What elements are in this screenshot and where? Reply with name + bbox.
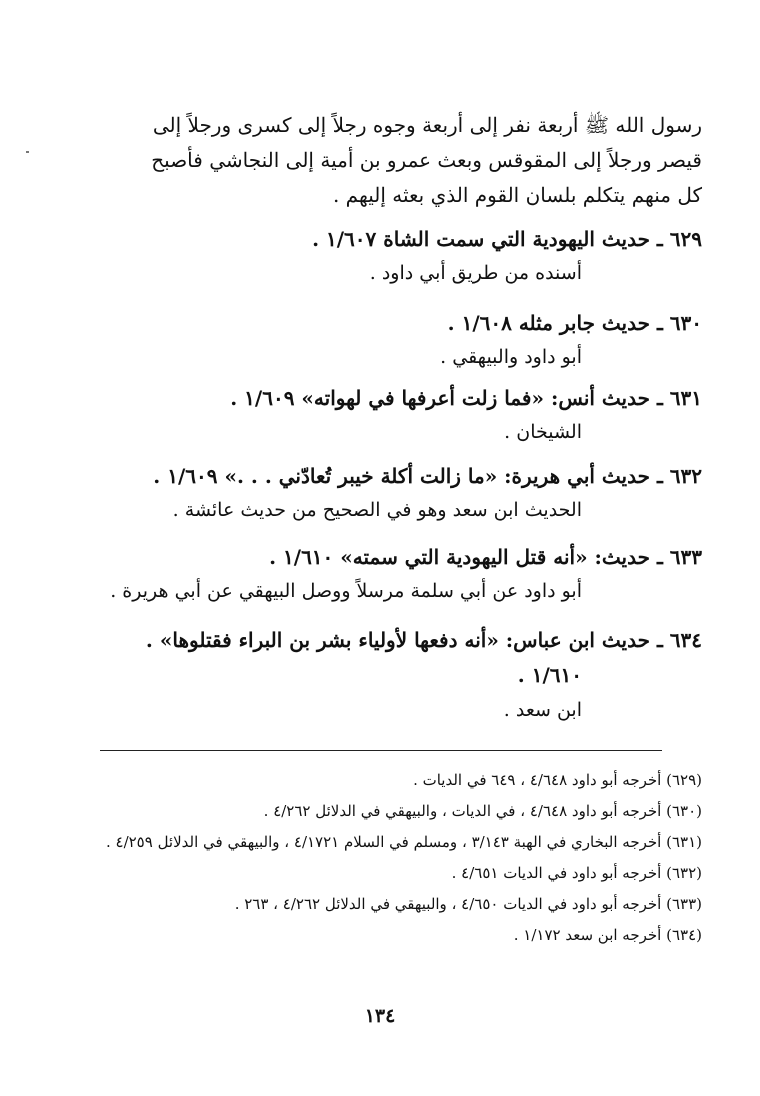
intro-paragraph [102, 108, 702, 213]
hadith-entry-632 [82, 459, 702, 527]
hadith-source: الشيخان . [504, 421, 582, 443]
hadith-entry-633 [82, 540, 702, 608]
hadith-entry-634 [82, 623, 702, 727]
hadith-heading: ٦٣١ ـ حديث أنس: «فما زلت أعرفها في لهواته» ١/٦٠٩ . [230, 386, 702, 410]
hadith-entry-630 [82, 306, 702, 374]
footnotes [102, 765, 702, 951]
footnote: (٦٣٤) أخرجه ابن سعد ١/١٧٢ . [513, 926, 702, 944]
footnote: (٦٣١) أخرجه البخاري في الهبة ٣/١٤٣ ، ومسلم في السلام ٤/١٧٢١ ، والبيهقي في الدلائل ٤/٢٥٩ . [105, 833, 702, 851]
footnote: (٦٢٩) أخرجه أبو داود ٤/٦٤٨ ، ٦٤٩ في الديات . [413, 771, 702, 789]
footnote: (٦٣٢) أخرجه أبو داود في الديات ٤/٦٥١ . [451, 864, 702, 882]
hadith-heading-continuation: ١/٦١٠ . [517, 663, 582, 687]
hadith-entry-629 [82, 222, 702, 290]
hadith-source: أسنده من طريق أبي داود . [369, 262, 582, 284]
footnote: (٦٣٣) أخرجه أبو داود في الديات ٤/٦٥٠ ، والبيهقي في الدلائل ٤/٢٦٢ ، ٢٦٣ . [234, 895, 702, 913]
hadith-heading: ٦٣٢ ـ حديث أبي هريرة: «ما زالت أكلة خيبر تُعادّني . . .» ١/٦٠٩ . [153, 464, 702, 488]
hadith-heading: ٦٣٠ ـ حديث جابر مثله ١/٦٠٨ . [447, 311, 702, 335]
hadith-entry-631 [82, 381, 702, 449]
hadith-heading: ٦٢٩ ـ حديث اليهودية التي سمت الشاة ١/٦٠٧ . [312, 227, 702, 251]
page-number: ١٣٤ [364, 1005, 396, 1027]
hadith-source: أبو داود والبيهقي . [440, 346, 582, 368]
footnote: (٦٣٠) أخرجه أبو داود ٤/٦٤٨ ، في الديات ، والبيهقي في الدلائل ٤/٢٦٢ . [263, 802, 702, 820]
hadith-source: الحديث ابن سعد وهو في الصحيح من حديث عائشة . [172, 499, 582, 521]
scan-speck [26, 151, 29, 153]
intro-line: قيصر ورجلاً إلى المقوقس وبعث عمرو بن أمية إلى النجاشي فأصبح [151, 148, 702, 172]
hadith-heading: ٦٣٤ ـ حديث ابن عباس: «أنه دفعها لأولياء بشر بن البراء فقتلوها» . [145, 628, 702, 652]
hadith-heading: ٦٣٣ ـ حديث: «أنه قتل اليهودية التي سمته» ١/٦١٠ . [269, 545, 702, 569]
intro-line: رسول الله ﷺ أربعة نفر إلى أربعة وجوه رجلاً إلى كسرى ورجلاً إلى [152, 113, 702, 137]
intro-line: كل منهم يتكلم بلسان القوم الذي بعثه إليهم . [332, 183, 702, 207]
footnote-divider [100, 750, 662, 751]
hadith-source: ابن سعد . [503, 699, 582, 721]
hadith-source: أبو داود عن أبي سلمة مرسلاً ووصل البيهقي عن أبي هريرة . [110, 580, 582, 602]
